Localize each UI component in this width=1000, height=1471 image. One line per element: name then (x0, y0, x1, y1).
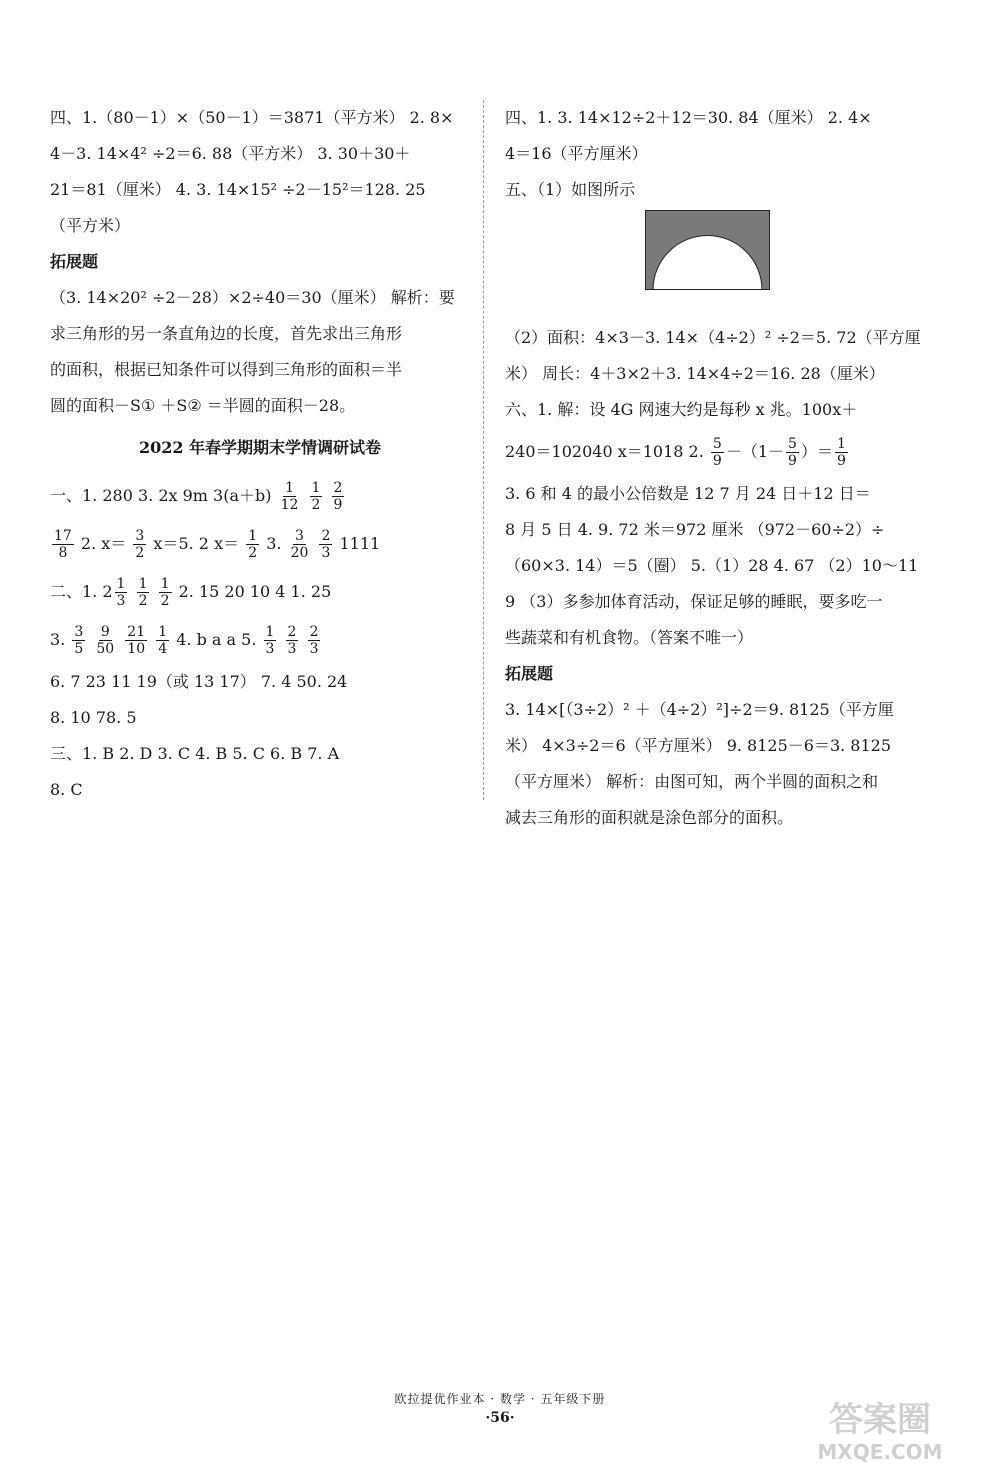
numerator: 2 (321, 528, 331, 544)
fraction (246, 528, 259, 561)
answer-line: 21＝81（厘米） 4. 3. 14×15² ÷2－15²＝128. 25 (50, 180, 426, 199)
denominator: 3 (116, 593, 126, 609)
denominator: 2 (311, 497, 321, 513)
column-divider (483, 100, 484, 800)
fraction (310, 480, 323, 513)
answer-line: 四、1. 3. 14×12÷2＋12＝30. 84（厘米） 2. 4× (505, 108, 872, 127)
denominator: 9 (712, 453, 722, 469)
answer-line (50, 520, 470, 568)
answer-line: （3. 14×20² ÷2－28）×2÷40＝30（厘米） 解析：要 (50, 288, 455, 307)
answer-line: 米） 周长：4＋3×2＋3. 14×4÷2＝16. 28（厘米） (505, 364, 885, 383)
numerator: 3 (74, 624, 84, 640)
denominator: 2 (135, 545, 145, 561)
answer-line (50, 616, 470, 664)
fraction (279, 480, 301, 513)
fraction (156, 624, 169, 657)
answer-text: 二、1. 2 (50, 582, 113, 601)
fraction (308, 624, 321, 657)
numerator: 1 (311, 480, 321, 496)
answer-line: 圆的面积－S① ＋S② ＝半圆的面积－28。 (50, 396, 356, 415)
denominator: 3 (321, 545, 331, 561)
denominator: 3 (309, 641, 319, 657)
answer-line: 8. C (50, 780, 83, 799)
denominator: 3 (287, 641, 297, 657)
answer-line: （平方厘米） 解析：由图可知，两个半圆的面积之和 (505, 772, 879, 791)
extension-heading: 拓展题 (50, 252, 99, 271)
numerator: 17 (54, 528, 72, 544)
denominator: 9 (333, 497, 343, 513)
answer-text: 3. (266, 534, 282, 553)
numerator: 5 (712, 436, 722, 452)
numerator: 1 (285, 480, 294, 496)
answer-line: 3. 14×[（3÷2）² ＋（4÷2）²]÷2＝9. 8125（平方厘 (505, 700, 894, 719)
answer-line: 6. 7 23 11 19（或 13 17） 7. 4 50. 24 (50, 672, 348, 691)
answer-line: 8 月 5 日 4. 9. 72 米＝972 厘米 （972－60÷2）÷ (505, 520, 885, 539)
answer-line (505, 428, 935, 476)
numerator: 2 (333, 480, 343, 496)
denominator: 2 (248, 545, 258, 561)
answer-line: 四、1.（80－1）×（50－1）＝3871（平方米） 2. 8× (50, 108, 454, 127)
book-series-footer: 欧拉提优作业本 · 数学 · 五年级下册 (394, 1392, 606, 1406)
denominator: 2 (138, 593, 148, 609)
page-number: ·56· (485, 1410, 515, 1426)
watermark-logo-text: 答案圈 (829, 1400, 931, 1440)
numerator: 1 (116, 576, 126, 592)
numerator: 1 (836, 436, 846, 452)
denominator: 9 (836, 453, 846, 469)
fraction (332, 480, 345, 513)
answer-line: 三、1. B 2. D 3. C 4. B 5. C 6. B 7. A (50, 744, 340, 763)
numerator: 3 (295, 528, 304, 544)
answer-line (50, 472, 470, 520)
answer-text: 240＝102040 x＝1018 2. (505, 442, 704, 461)
answer-line: 4－3. 14×4² ÷2＝6. 88（平方米） 3. 30＋30＋ (50, 144, 411, 163)
denominator: 5 (74, 641, 84, 657)
fraction (264, 624, 277, 657)
left-column (50, 100, 470, 808)
answer-line: 3. 6 和 4 的最小公倍数是 12 7 月 24 日＋12 日＝ (505, 484, 871, 503)
numerator: 1 (265, 624, 275, 640)
numerator: 1 (158, 624, 168, 640)
answer-line: 些蔬菜和有机食物。（答案不唯一） (505, 628, 754, 647)
fraction (52, 528, 74, 561)
answer-text: 3. (50, 630, 66, 649)
answer-text: －（1－ (725, 442, 785, 461)
fraction (711, 436, 724, 469)
shaded-region (645, 210, 770, 290)
denominator: 20 (290, 545, 309, 561)
denominator: 4 (158, 641, 168, 657)
answer-text: 2. 15 20 10 4 1. 25 (178, 582, 332, 601)
fraction (125, 624, 147, 657)
answer-line: 4＝16（平方厘米） (505, 144, 648, 163)
answer-line: 减去三角形的面积就是涂色部分的面积。 (505, 808, 794, 827)
answer-text: ）＝ (800, 442, 833, 461)
fraction (94, 624, 116, 657)
fraction (159, 576, 172, 609)
semicircle-figure (645, 210, 770, 290)
fraction (286, 624, 299, 657)
answer-line: 8. 10 78. 5 (50, 708, 137, 727)
numerator: 1 (160, 576, 170, 592)
answer-line: 五、（1）如图所示 (505, 180, 636, 199)
answer-line: 六、1. 解：设 4G 网速大约是每秒 x 兆。100x＋ (505, 400, 858, 419)
denominator: 8 (58, 545, 68, 561)
numerator: 1 (248, 528, 258, 544)
answer-line: （2）面积：4×3－3. 14×（4÷2）² ÷2＝5. 72（平方厘 (505, 328, 921, 347)
fraction (115, 576, 128, 609)
fraction (133, 528, 146, 561)
answer-text: 4. b a a 5. (176, 630, 257, 649)
answer-text: 1111 (339, 534, 381, 553)
answer-text: 2. x＝ (80, 534, 127, 553)
numerator: 2 (287, 624, 297, 640)
answer-line: （60×3. 14）＝5（圈） 5.（1）28 4. 67 （2）10～11 (505, 556, 919, 575)
extension-heading: 拓展题 (505, 664, 554, 683)
site-watermark (790, 1400, 970, 1464)
denominator: 12 (280, 497, 299, 513)
fraction (72, 624, 85, 657)
answer-line (50, 568, 470, 616)
answer-line: 9 （3）多参加体育活动，保证足够的睡眠，要多吃一 (505, 592, 883, 611)
fraction (786, 436, 799, 469)
exam-title: 2022 年春学期期末学情调研试卷 (138, 438, 382, 457)
answer-text: x＝5. 2 x＝ (153, 534, 240, 553)
numerator: 1 (138, 576, 148, 592)
watermark-url: MXQE.COM (817, 1440, 943, 1464)
denominator: 10 (127, 641, 146, 657)
answer-line: 的面积，根据已知条件可以得到三角形的面积＝半 (50, 360, 403, 379)
numerator: 5 (788, 436, 797, 452)
denominator: 9 (788, 453, 797, 469)
fraction (319, 528, 332, 561)
numerator: 3 (135, 528, 145, 544)
denominator: 3 (265, 641, 275, 657)
answer-line: 求三角形的另一条直角边的长度，首先求出三角形 (50, 324, 403, 343)
denominator: 2 (160, 593, 170, 609)
numerator: 2 (309, 624, 319, 640)
numerator: 9 (100, 624, 110, 640)
fraction (835, 436, 848, 469)
answer-line: （平方米） (50, 216, 131, 235)
answer-line: 米） 4×3÷2＝6（平方厘米） 9. 8125－6＝3. 8125 (505, 736, 892, 755)
denominator: 50 (96, 641, 115, 657)
answer-text: 一、1. 280 3. 2x 9m 3(a＋b) (50, 486, 272, 505)
fraction (137, 576, 150, 609)
numerator: 21 (127, 624, 146, 640)
fraction (289, 528, 311, 561)
